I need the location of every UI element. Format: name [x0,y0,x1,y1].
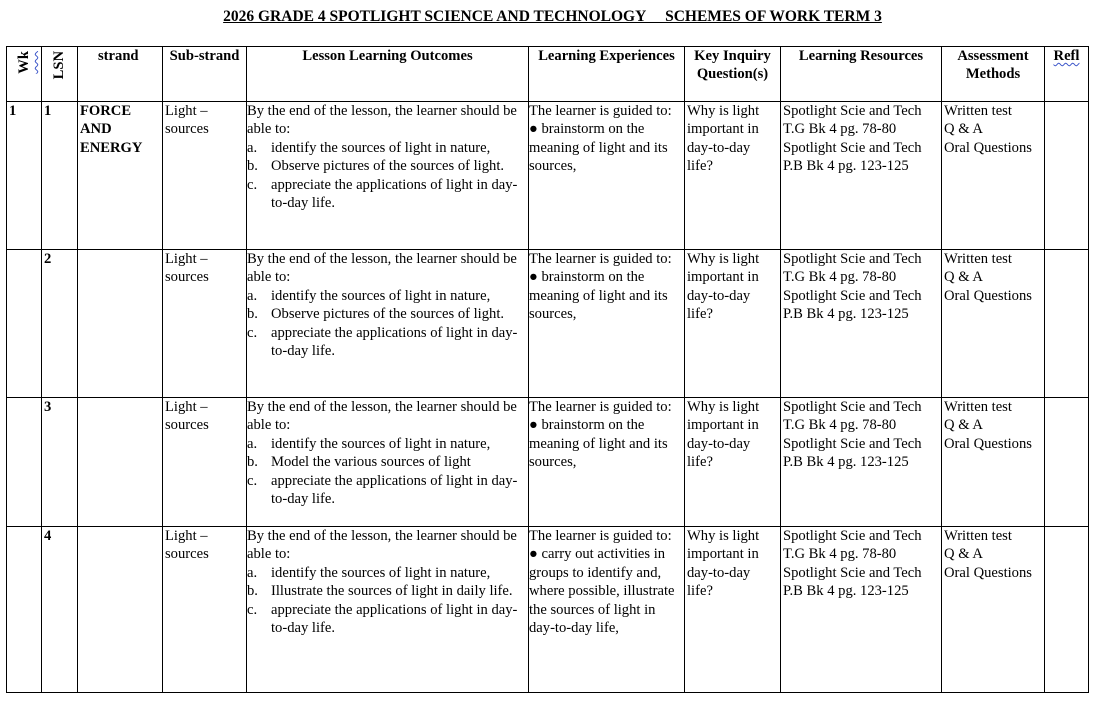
resource-item: Spotlight Scie and Tech P.B Bk 4 pg. 123-125 [783,435,922,471]
resource-item: Spotlight Scie and Tech T.G Bk 4 pg. 78-80 [783,103,922,138]
reflection-cell [1045,398,1089,527]
assessment-item: Written test [944,528,1012,544]
outcomes-list [247,564,526,638]
outcome-marker: a. [247,564,258,581]
outcomes-intro: By the end of the lesson, the learner should be able to: [247,528,517,563]
assessment-cell [942,527,1045,693]
table-row [7,398,1089,527]
strand-cell [78,527,163,693]
header-lsn [42,47,78,102]
resource-item: Spotlight Scie and Tech T.G Bk 4 pg. 78-80 [783,399,922,434]
assessment-item: Q & A [944,546,983,563]
assessment-item: Oral Questions [944,435,1032,452]
outcome-marker: c. [247,176,258,193]
assessment-item: Q & A [944,269,983,286]
header-outcomes: Lesson Learning Outcomes [247,47,529,102]
outcome-text: Illustrate the sources of light in daily life. [271,583,513,600]
outcomes-intro: By the end of the lesson, the learner should be able to: [247,399,517,434]
outcome-marker: c. [247,324,258,341]
substrand-cell: Light – sources [163,398,247,527]
substrand-cell: Light – sources [163,250,247,398]
lesson-cell: 3 [42,398,78,527]
assessment-item: Written test [944,251,1012,267]
outcomes-list [247,139,526,213]
outcome-item [247,472,526,509]
outcome-item [247,287,526,305]
outcome-marker: b. [247,158,258,175]
assessment-cell [942,102,1045,250]
document-title: 2026 GRADE 4 SPOTLIGHT SCIENCE AND TECHNOLOGY SCHEMES OF WORK TERM 3 [223,8,882,25]
assessment-item: Written test [944,399,1012,415]
experience-cell: The learner is guided to: ● carry out activities in groups to identify and, where possible, illustrate the sources of light in day-to-day life, [529,527,685,693]
outcomes-list [247,435,526,509]
outcome-text: Model the various sources of light [271,454,471,471]
substrand-cell: Light – sources [163,102,247,250]
outcome-text: appreciate the applications of light in day-to-day life. [271,324,518,360]
outcomes-intro: By the end of the lesson, the learner should be able to: [247,103,517,138]
outcome-text: appreciate the applications of light in day-to-day life. [271,601,518,637]
header-experiences: Learning Experiences [529,47,685,102]
reflection-cell [1045,250,1089,398]
inquiry-cell: Why is light important in day-to-day life? [685,102,781,250]
assessment-item: Oral Questions [944,139,1032,156]
resource-item: Spotlight Scie and Tech T.G Bk 4 pg. 78-80 [783,528,922,563]
scheme-of-work-table [6,46,1089,693]
assessment-item: Oral Questions [944,287,1032,304]
lesson-cell: 4 [42,527,78,693]
week-cell [7,398,42,527]
week-cell [7,527,42,693]
outcome-text: Observe pictures of the sources of light. [271,158,505,175]
header-wk [7,47,42,102]
header-lsn-label: LSN [51,51,68,80]
outcome-item [247,601,526,638]
outcomes-cell [247,527,529,693]
assessment-item: Oral Questions [944,564,1032,581]
outcome-text: appreciate the applications of light in day-to-day life. [271,472,518,508]
assessment-cell [942,398,1045,527]
outcome-item [247,564,526,582]
assessment-item: Written test [944,103,1012,119]
outcome-text: Observe pictures of the sources of light. [271,306,505,323]
header-refl-label: Refl [1053,48,1080,64]
header-refl [1045,47,1089,102]
outcome-item [247,139,526,157]
lesson-cell: 1 [42,102,78,250]
experience-cell: The learner is guided to: ● brainstorm on the meaning of light and its sources, [529,250,685,398]
resource-item: Spotlight Scie and Tech P.B Bk 4 pg. 123-125 [783,287,922,323]
outcomes-cell [247,250,529,398]
resource-item: Spotlight Scie and Tech P.B Bk 4 pg. 123-125 [783,139,922,175]
outcomes-cell [247,398,529,527]
outcome-text: identify the sources of light in nature, [271,435,491,452]
resources-cell [781,527,942,693]
inquiry-cell: Why is light important in day-to-day life? [685,527,781,693]
assessment-cell [942,250,1045,398]
outcome-text: appreciate the applications of light in day-to-day life. [271,176,518,212]
reflection-cell [1045,527,1089,693]
resources-cell [781,102,942,250]
outcome-marker: b. [247,583,258,600]
outcome-marker: a. [247,435,258,452]
header-resources: Learning Resources [781,47,942,102]
outcomes-intro: By the end of the lesson, the learner should be able to: [247,251,517,286]
outcome-marker: a. [247,287,258,304]
outcome-text: identify the sources of light in nature, [271,287,491,304]
header-assessment: Assessment Methods [942,47,1045,102]
week-cell: 1 [7,102,42,250]
outcome-text: identify the sources of light in nature, [271,564,491,581]
outcome-item [247,324,526,361]
header-wk-label: Wk [15,51,32,74]
inquiry-cell: Why is light important in day-to-day life? [685,250,781,398]
resources-cell [781,398,942,527]
inquiry-cell: Why is light important in day-to-day life? [685,398,781,527]
outcome-text: identify the sources of light in nature, [271,139,491,156]
substrand-cell: Light – sources [163,527,247,693]
header-strand: strand [78,47,163,102]
outcome-item [247,435,526,453]
strand-cell [78,250,163,398]
experience-cell: The learner is guided to: ● brainstorm on the meaning of light and its sources, [529,398,685,527]
header-substrand: Sub-strand [163,47,247,102]
header-inquiry: Key Inquiry Question(s) [685,47,781,102]
week-cell [7,250,42,398]
strand-cell: FORCE AND ENERGY [78,102,163,250]
assessment-item: Q & A [944,121,983,138]
outcomes-cell [247,102,529,250]
outcome-marker: b. [247,454,258,471]
header-row [7,47,1089,102]
assessment-item: Q & A [944,417,983,434]
outcome-marker: c. [247,472,258,489]
resource-item: Spotlight Scie and Tech T.G Bk 4 pg. 78-80 [783,251,922,286]
outcome-marker: b. [247,306,258,323]
experience-cell: The learner is guided to: ● brainstorm on the meaning of light and its sources, [529,102,685,250]
outcome-marker: c. [247,601,258,618]
outcomes-list [247,287,526,361]
resources-cell [781,250,942,398]
outcome-item [247,176,526,213]
lesson-cell: 2 [42,250,78,398]
outcome-item [247,305,526,323]
outcome-item [247,582,526,600]
outcome-item [247,453,526,471]
table-row [7,102,1089,250]
outcome-item [247,157,526,175]
reflection-cell [1045,102,1089,250]
outcome-marker: a. [247,139,258,156]
table-row [7,250,1089,398]
strand-cell [78,398,163,527]
table-row [7,527,1089,693]
resource-item: Spotlight Scie and Tech P.B Bk 4 pg. 123-125 [783,564,922,600]
